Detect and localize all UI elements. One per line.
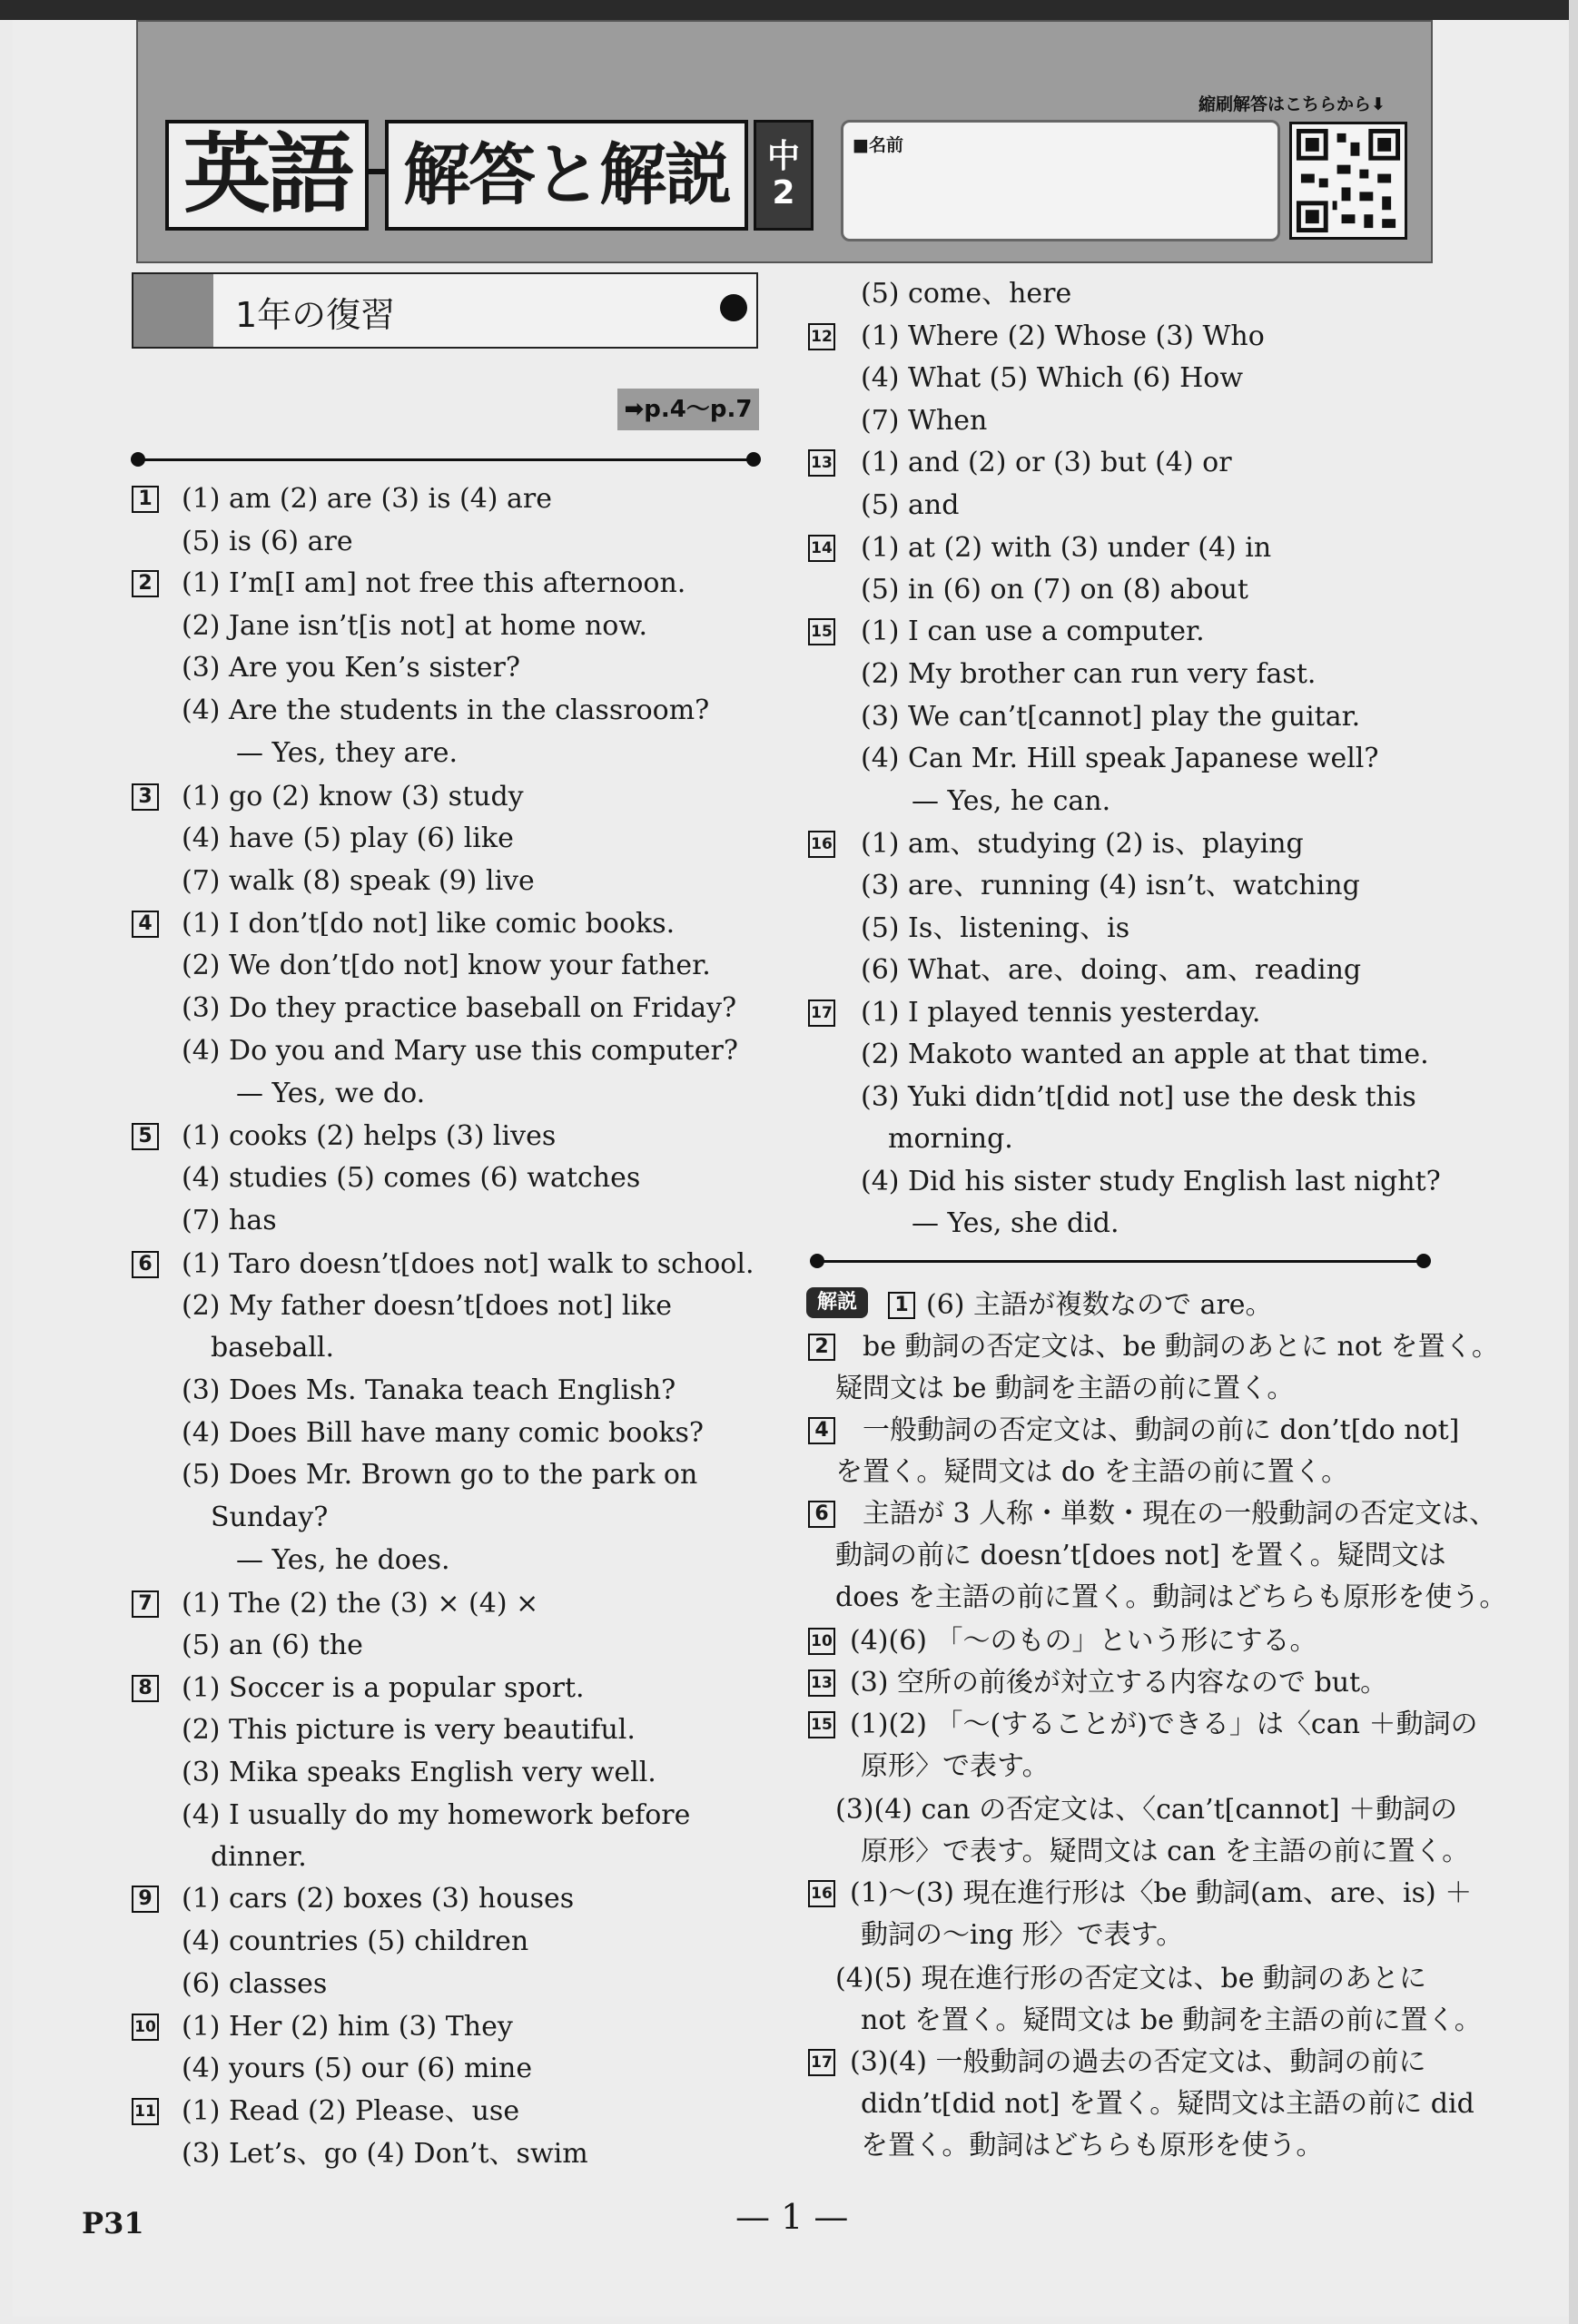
- answer-line: (2) Makoto wanted an apple at that time.: [861, 1039, 1429, 1070]
- grade-badge: 中2: [754, 120, 814, 231]
- question-number-1: 1: [132, 486, 159, 513]
- answer-line: (1) Read (2) Please、use: [182, 2095, 520, 2127]
- answer-line: (1) The (2) the (3) × (4) ×: [182, 1588, 539, 1620]
- answer-line: (3) Do they practice baseball on Friday?: [182, 992, 737, 1024]
- answer-line: (4) Do you and Mary use this computer?: [182, 1035, 738, 1067]
- divider-left-start-dot: [131, 452, 145, 467]
- explanation-line: be 動詞の否定文は、be 動詞のあとに not を置く。: [863, 1331, 1499, 1363]
- answer-line: (3) Yuki didn’t[did not] use the desk this: [861, 1081, 1416, 1113]
- explanation-number-16: 16: [808, 1880, 835, 1907]
- answer-line: (4) Can Mr. Hill speak Japanese well?: [861, 743, 1379, 774]
- qr-code-icon[interactable]: [1289, 122, 1407, 240]
- answer-line: (2) My father doesn’t[does not] like: [182, 1290, 673, 1322]
- explanation-number-15: 15: [808, 1711, 835, 1738]
- answer-line: (5) an (6) the: [182, 1630, 363, 1661]
- question-number-15: 15: [808, 618, 835, 645]
- divider-right-start-dot: [810, 1254, 824, 1268]
- answer-line: (1) cars (2) boxes (3) houses: [182, 1883, 575, 1915]
- answer-line: (5) is (6) are: [182, 526, 353, 557]
- answer-line: (4) What (5) Which (6) How: [861, 362, 1244, 394]
- explanation-line: (4)(6) 「〜のもの」という形にする。: [850, 1625, 1317, 1657]
- answer-line: (1) at (2) with (3) under (4) in: [861, 532, 1272, 564]
- question-number-2: 2: [132, 570, 159, 597]
- explanation-number-4: 4: [808, 1417, 835, 1444]
- answer-line: baseball.: [211, 1332, 335, 1364]
- answer-line: (4) Did his sister study English last night?: [861, 1166, 1441, 1197]
- answer-line: (7) walk (8) speak (9) live: [182, 865, 535, 897]
- question-number-9: 9: [132, 1886, 159, 1913]
- answer-line: (2) This picture is very beautiful.: [182, 1714, 636, 1746]
- document-title: 解答と解説: [385, 120, 748, 231]
- divider-left-end-dot: [746, 452, 761, 467]
- explanation-line: (3)(4) can の否定文は、〈can’t[cannot] ＋動詞の: [835, 1794, 1458, 1826]
- answer-line: (7) has: [182, 1205, 277, 1236]
- question-number-6: 6: [132, 1251, 159, 1278]
- explanation-number-10: 10: [808, 1628, 835, 1655]
- explanation-badge: 解説: [806, 1287, 868, 1318]
- section-title-shade: [133, 274, 213, 347]
- question-number-14: 14: [808, 535, 835, 562]
- answer-line: (1) I don’t[do not] like comic books.: [182, 908, 676, 940]
- explanation-line: (3) 空所の前後が対立する内容なので but。: [850, 1667, 1388, 1699]
- divider-right-end-dot: [1416, 1254, 1431, 1268]
- explanation-number-17: 17: [808, 2049, 835, 2076]
- question-number-4: 4: [132, 911, 159, 938]
- answer-line: — Yes, she did.: [912, 1207, 1119, 1239]
- answer-line: (5) in (6) on (7) on (8) about: [861, 574, 1248, 606]
- answer-line: — Yes, he can.: [912, 785, 1111, 817]
- answer-line: (3) Mika speaks English very well.: [182, 1757, 656, 1788]
- answer-line: (2) My brother can run very fast.: [861, 658, 1317, 690]
- answer-line: (4) yours (5) our (6) mine: [182, 2053, 533, 2084]
- explanation-line: (6) 主語が複数なので are。: [926, 1289, 1273, 1321]
- answer-line: — Yes, we do.: [236, 1078, 426, 1109]
- answer-line: — Yes, they are.: [236, 737, 459, 769]
- answer-line: (4) have (5) play (6) like: [182, 822, 514, 854]
- question-number-7: 7: [132, 1590, 159, 1618]
- explanation-line: 一般動詞の否定文は、動詞の前に don’t[do not]: [863, 1414, 1460, 1446]
- answer-line: (4) studies (5) comes (6) watches: [182, 1162, 641, 1194]
- explanation-line: 原形〉で表す。: [861, 1750, 1050, 1782]
- answer-line: (4) I usually do my homework before: [182, 1799, 691, 1831]
- qr-caption: 縮刷解答はこちらから⬇: [1198, 94, 1386, 114]
- answer-line: (6) classes: [182, 1968, 328, 2000]
- answer-line: morning.: [888, 1123, 1013, 1155]
- divider-left: [138, 458, 754, 461]
- explanation-line: didn’t[did not] を置く。疑問文は主語の前に did: [861, 2088, 1474, 2120]
- name-field[interactable]: [841, 120, 1280, 241]
- question-number-13: 13: [808, 449, 835, 477]
- answer-line: (3) are、running (4) isn’t、watching: [861, 870, 1360, 901]
- answer-line: (1) Her (2) him (3) They: [182, 2011, 513, 2043]
- answer-line: (1) cooks (2) helps (3) lives: [182, 1120, 557, 1152]
- explanation-number-2: 2: [808, 1334, 835, 1361]
- answer-line: (3) Let’s、go (4) Don’t、swim: [182, 2138, 588, 2170]
- answer-line: (3) Are you Ken’s sister?: [182, 652, 520, 684]
- answer-line: (1) and (2) or (3) but (4) or: [861, 447, 1232, 478]
- section-title-box: [132, 272, 758, 349]
- explanation-line: (1)〜(3) 現在進行形は〈be 動詞(am、are、is) ＋: [850, 1877, 1473, 1909]
- title-separator: [369, 169, 385, 174]
- answer-line: — Yes, he does.: [236, 1544, 450, 1576]
- question-number-11: 11: [132, 2098, 159, 2125]
- answer-line: (1) I can use a computer.: [861, 615, 1205, 647]
- explanation-line: 原形〉で表す。疑問文は can を主語の前に置く。: [861, 1836, 1470, 1867]
- divider-right: [817, 1260, 1424, 1263]
- answer-line: (5) come、here: [861, 278, 1072, 310]
- question-number-8: 8: [132, 1675, 159, 1702]
- scan-right-edge: [1569, 0, 1578, 2324]
- page-reference: ➡p.4〜p.7: [617, 389, 759, 430]
- question-number-12: 12: [808, 323, 835, 350]
- explanation-number-1: 1: [888, 1292, 915, 1319]
- explanation-line: 疑問文は be 動詞を主語の前に置く。: [835, 1373, 1295, 1404]
- explanation-line: 動詞の前に doesn’t[does not] を置く。疑問文は: [835, 1540, 1446, 1571]
- answer-line: (2) We don’t[do not] know your father.: [182, 950, 711, 981]
- answer-line: (1) Taro doesn’t[does not] walk to school.: [182, 1248, 754, 1280]
- explanation-line: を置く。疑問文は do を主語の前に置く。: [835, 1456, 1349, 1488]
- name-label: ■名前: [853, 135, 903, 155]
- answer-line: (1) go (2) know (3) study: [182, 781, 524, 812]
- explanation-line: not を置く。疑問文は be 動詞を主語の前に置く。: [861, 2004, 1482, 2036]
- explanation-line: 動詞の〜ing 形〉で表す。: [861, 1919, 1184, 1951]
- question-number-16: 16: [808, 831, 835, 858]
- answer-line: Sunday?: [211, 1502, 329, 1533]
- explanation-line: (3)(4) 一般動詞の過去の否定文は、動詞の前に: [850, 2046, 1426, 2078]
- answer-line: (3) We can’t[cannot] play the guitar.: [861, 701, 1361, 733]
- answer-line: (6) What、are、doing、am、reading: [861, 954, 1362, 986]
- explanation-number-6: 6: [808, 1501, 835, 1528]
- answer-line: (5) and: [861, 489, 960, 521]
- answer-line: (5) Does Mr. Brown go to the park on: [182, 1459, 698, 1491]
- explanation-line: (4)(5) 現在進行形の否定文は、be 動詞のあとに: [835, 1963, 1427, 1994]
- answer-line: (1) I played tennis yesterday.: [861, 997, 1261, 1029]
- answer-line: (4) Does Bill have many comic books?: [182, 1417, 705, 1449]
- answer-line: (1) Where (2) Whose (3) Who: [861, 320, 1265, 352]
- question-number-3: 3: [132, 783, 159, 811]
- explanation-line: (1)(2) 「〜(することが)できる」は〈can ＋動詞の: [850, 1709, 1478, 1740]
- question-number-10: 10: [132, 2014, 159, 2041]
- scan-top-band: [0, 0, 1578, 20]
- answer-line: (4) Are the students in the classroom?: [182, 694, 710, 726]
- section-title: 1年の復習: [235, 295, 396, 335]
- answer-line: (1) am、studying (2) is、playing: [861, 828, 1304, 860]
- answer-line: (1) Soccer is a popular sport.: [182, 1672, 585, 1704]
- explanation-line: を置く。動詞はどちらも原形を使う。: [861, 2130, 1324, 2162]
- page-code: P31: [82, 2206, 144, 2240]
- explanation-number-13: 13: [808, 1669, 835, 1697]
- answer-line: (7) When: [861, 405, 988, 437]
- question-number-5: 5: [132, 1123, 159, 1150]
- answer-line: dinner.: [211, 1841, 307, 1873]
- answer-line: (2) Jane isn’t[is not] at home now.: [182, 610, 648, 642]
- explanation-line: does を主語の前に置く。動詞はどちらも原形を使う。: [835, 1581, 1507, 1613]
- explanation-line: 主語が 3 人称・単数・現在の一般動詞の否定文は、: [863, 1498, 1497, 1530]
- section-dot-icon: [720, 294, 747, 321]
- answer-line: (1) I’m[I am] not free this afternoon.: [182, 567, 686, 599]
- answer-line: (3) Does Ms. Tanaka teach English?: [182, 1374, 676, 1406]
- answer-line: (5) Is、listening、is: [861, 912, 1130, 944]
- page-number: — 1 —: [735, 2197, 849, 2237]
- question-number-17: 17: [808, 1000, 835, 1027]
- answer-line: (1) am (2) are (3) is (4) are: [182, 483, 553, 515]
- subject-title: 英語: [165, 120, 369, 231]
- answer-line: (4) countries (5) children: [182, 1925, 529, 1957]
